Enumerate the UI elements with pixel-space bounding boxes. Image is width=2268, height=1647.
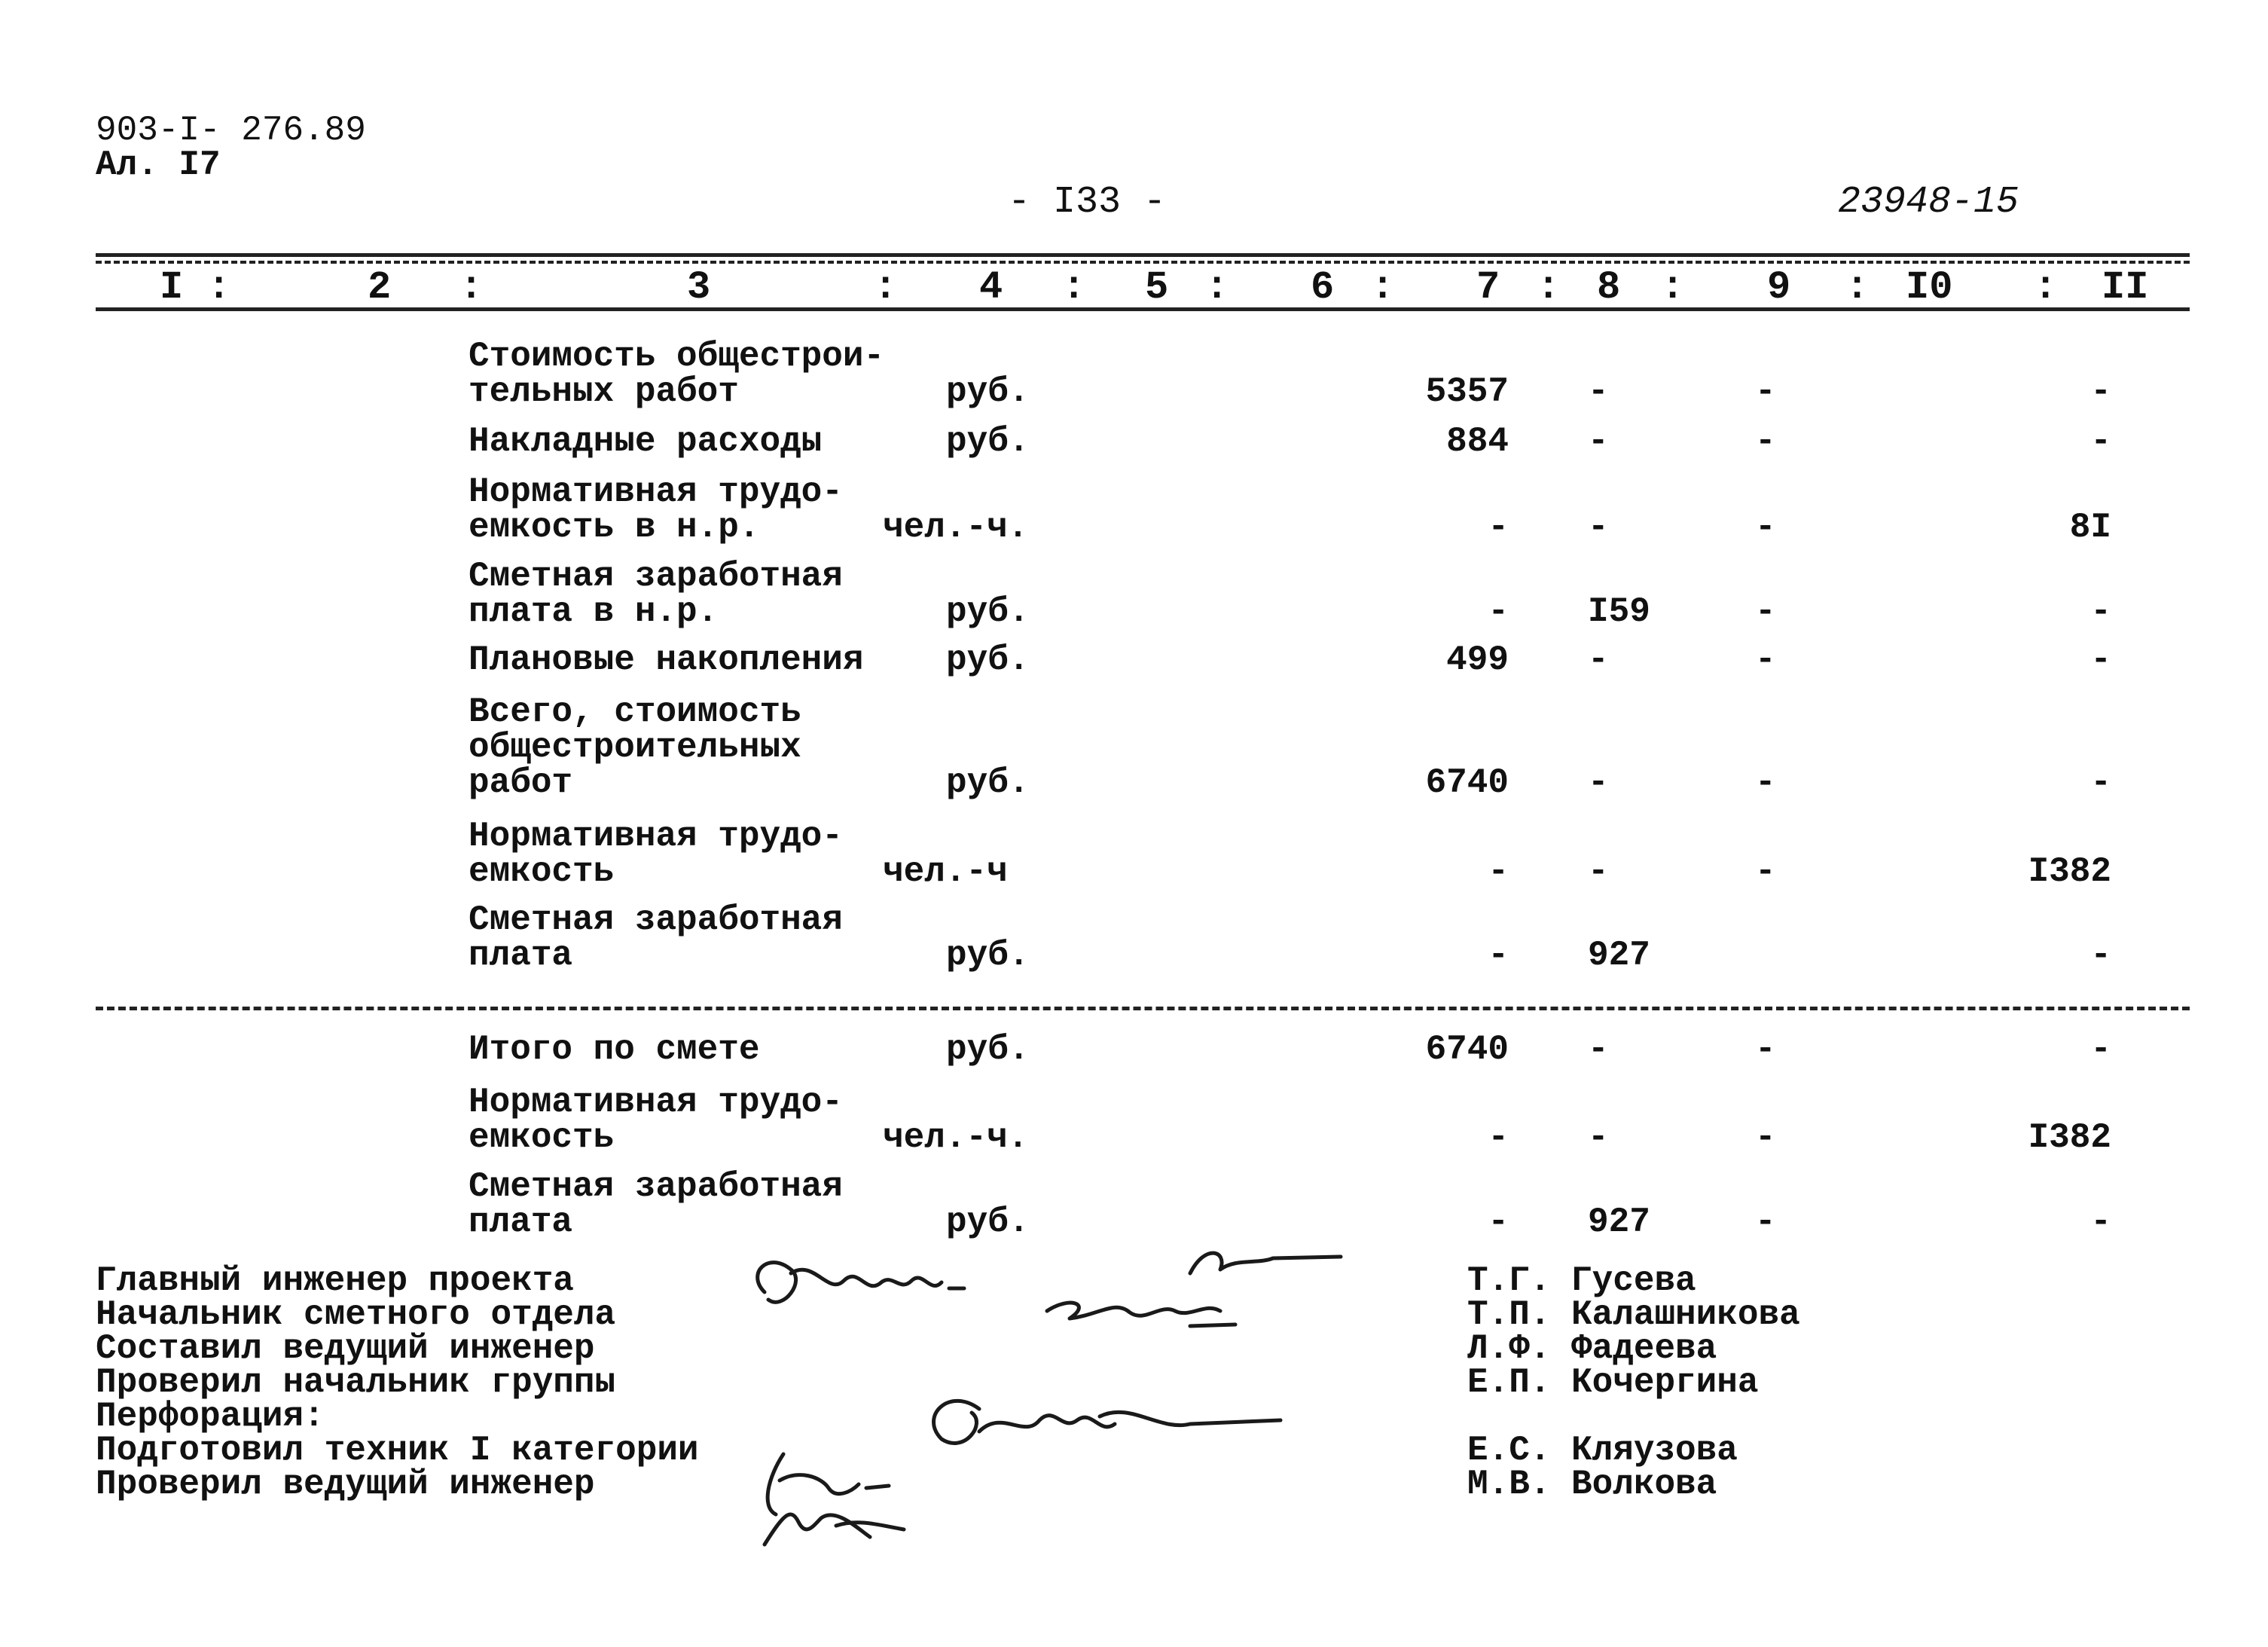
row-description: Нормативная трудо- емкость [469,817,843,891]
document-code: 903-I- 276.89 [96,111,366,150]
col9-value: - [1755,372,1776,411]
column-number: 9 [1767,265,1791,310]
signature-name: Т.Г. Гусева [1467,1261,1696,1300]
col11-value: - [2090,763,2111,802]
row-description: Накладные расходы [469,422,823,461]
col9-value: - [1755,1030,1776,1069]
column-separator: : [1062,265,1086,310]
col8-value: - [1588,508,1609,547]
col7-value: 6740 [1425,763,1509,802]
column-number: I0 [1906,265,1953,310]
signature-role: Главный инженер проекта [96,1261,574,1300]
row-description: Нормативная трудо- емкость [469,1083,843,1157]
signature-role: Начальник сметного отдела [96,1295,616,1334]
row-unit: руб. [946,372,1030,411]
col9-value: - [1755,592,1776,631]
column-number: 2 [368,265,392,310]
signature-roles [96,1261,699,1504]
column-number: 7 [1476,265,1500,310]
col11-value: - [2090,936,2111,975]
row-unit: руб. [946,640,1030,680]
row-unit: чел.-ч [883,852,1008,891]
col7-value: - [1488,1202,1509,1242]
col7-value: - [1488,592,1509,631]
col8-value: I59 [1588,592,1650,631]
signature-name: Л.Ф. Фадеева [1467,1329,1717,1368]
col9-value: - [1755,640,1776,680]
row-description: Всего, стоимость общестроительных работ [469,692,801,802]
row-unit: чел.-ч. [883,1118,1029,1157]
signature-role: Проверил ведущий инженер [96,1465,595,1504]
col7-value: 6740 [1425,1030,1509,1069]
col8-value: - [1588,640,1609,680]
column-number: 8 [1597,265,1621,310]
row-unit: руб. [946,1030,1030,1069]
column-number: 4 [979,265,1003,310]
row-unit: чел.-ч. [883,508,1029,547]
column-separator: : [1205,265,1229,310]
row-description: Нормативная трудо- емкость в н.р. [469,472,843,547]
row-unit: руб. [946,763,1030,802]
col9-value: - [1755,852,1776,891]
signature-role: Проверил начальник группы [96,1363,616,1402]
document-number: 23948-15 [1838,181,2019,224]
signature-role: Перфорация: [96,1397,325,1436]
column-separator: : [459,265,484,310]
signature-role: Составил ведущий инженер [96,1329,595,1368]
signature-name: Е.П. Кочергина [1467,1363,1759,1402]
col11-value: I382 [2028,1118,2111,1157]
col8-value: - [1588,852,1609,891]
col7-value: 499 [1446,640,1509,680]
signature-name: Т.П. Калашникова [1467,1295,1800,1334]
row-unit: руб. [946,1202,1030,1242]
row-description: Сметная заработная плата [469,900,843,975]
signature-name [1467,1400,1800,1434]
col8-value: - [1588,372,1609,411]
col7-value: 884 [1446,422,1509,461]
col7-value: - [1488,1118,1509,1157]
row-description: Стоимость общестрои- тельных работ [469,337,885,411]
column-separator: : [1371,265,1395,310]
row-description: Сметная заработная плата в н.р. [469,557,843,631]
column-number: 5 [1145,265,1169,310]
col9-value: - [1755,763,1776,802]
col8-value: - [1588,763,1609,802]
signature-name: Е.С. Кляузова [1467,1431,1738,1470]
column-number: 3 [687,265,711,310]
signature-role: Подготовил техник I категории [96,1431,699,1470]
table-header-rule [96,307,2190,311]
col8-value: 927 [1588,1202,1650,1242]
totals-divider [96,1007,2190,1010]
col8-value: - [1588,1030,1609,1069]
col11-value: 8I [2069,508,2111,547]
column-separator: : [1661,265,1685,310]
col11-value: - [2090,592,2111,631]
column-separator: : [1845,265,1870,310]
col9-value: - [1755,1202,1776,1242]
col11-value: - [2090,372,2111,411]
column-separator: : [2034,265,2058,310]
row-description: Итого по смете [469,1030,760,1069]
col11-value: - [2090,422,2111,461]
page-number: - I33 - [1008,181,1167,224]
table-top-rule [96,253,2190,257]
column-number: 6 [1311,265,1335,310]
col11-value: - [2090,1202,2111,1242]
signature-name: М.В. Волкова [1467,1465,1717,1504]
column-separator: : [874,265,898,310]
col7-value: 5357 [1425,372,1509,411]
col11-value: - [2090,640,2111,680]
column-number: I [160,265,184,310]
row-unit: руб. [946,592,1030,631]
col8-value: 927 [1588,936,1650,975]
col11-value: I382 [2028,852,2111,891]
column-header-row [0,265,2268,310]
col9-value: - [1755,422,1776,461]
sheet-number: Ал. I7 [96,145,221,185]
col9-value: - [1755,508,1776,547]
col7-value: - [1488,936,1509,975]
col8-value: - [1588,1118,1609,1157]
column-number: II [2102,265,2149,310]
table-top-rule-dashed [96,261,2190,264]
signature-scribbles [738,1228,1371,1567]
signature-names [1467,1261,1800,1504]
column-separator: : [207,265,231,310]
row-description: Сметная заработная плата [469,1167,843,1242]
column-separator: : [1537,265,1561,310]
col11-value: - [2090,1030,2111,1069]
row-unit: руб. [946,936,1030,975]
col7-value: - [1488,852,1509,891]
row-unit: руб. [946,422,1030,461]
col9-value: - [1755,1118,1776,1157]
col8-value: - [1588,422,1609,461]
row-description: Плановые накопления [469,640,864,680]
col7-value: - [1488,508,1509,547]
